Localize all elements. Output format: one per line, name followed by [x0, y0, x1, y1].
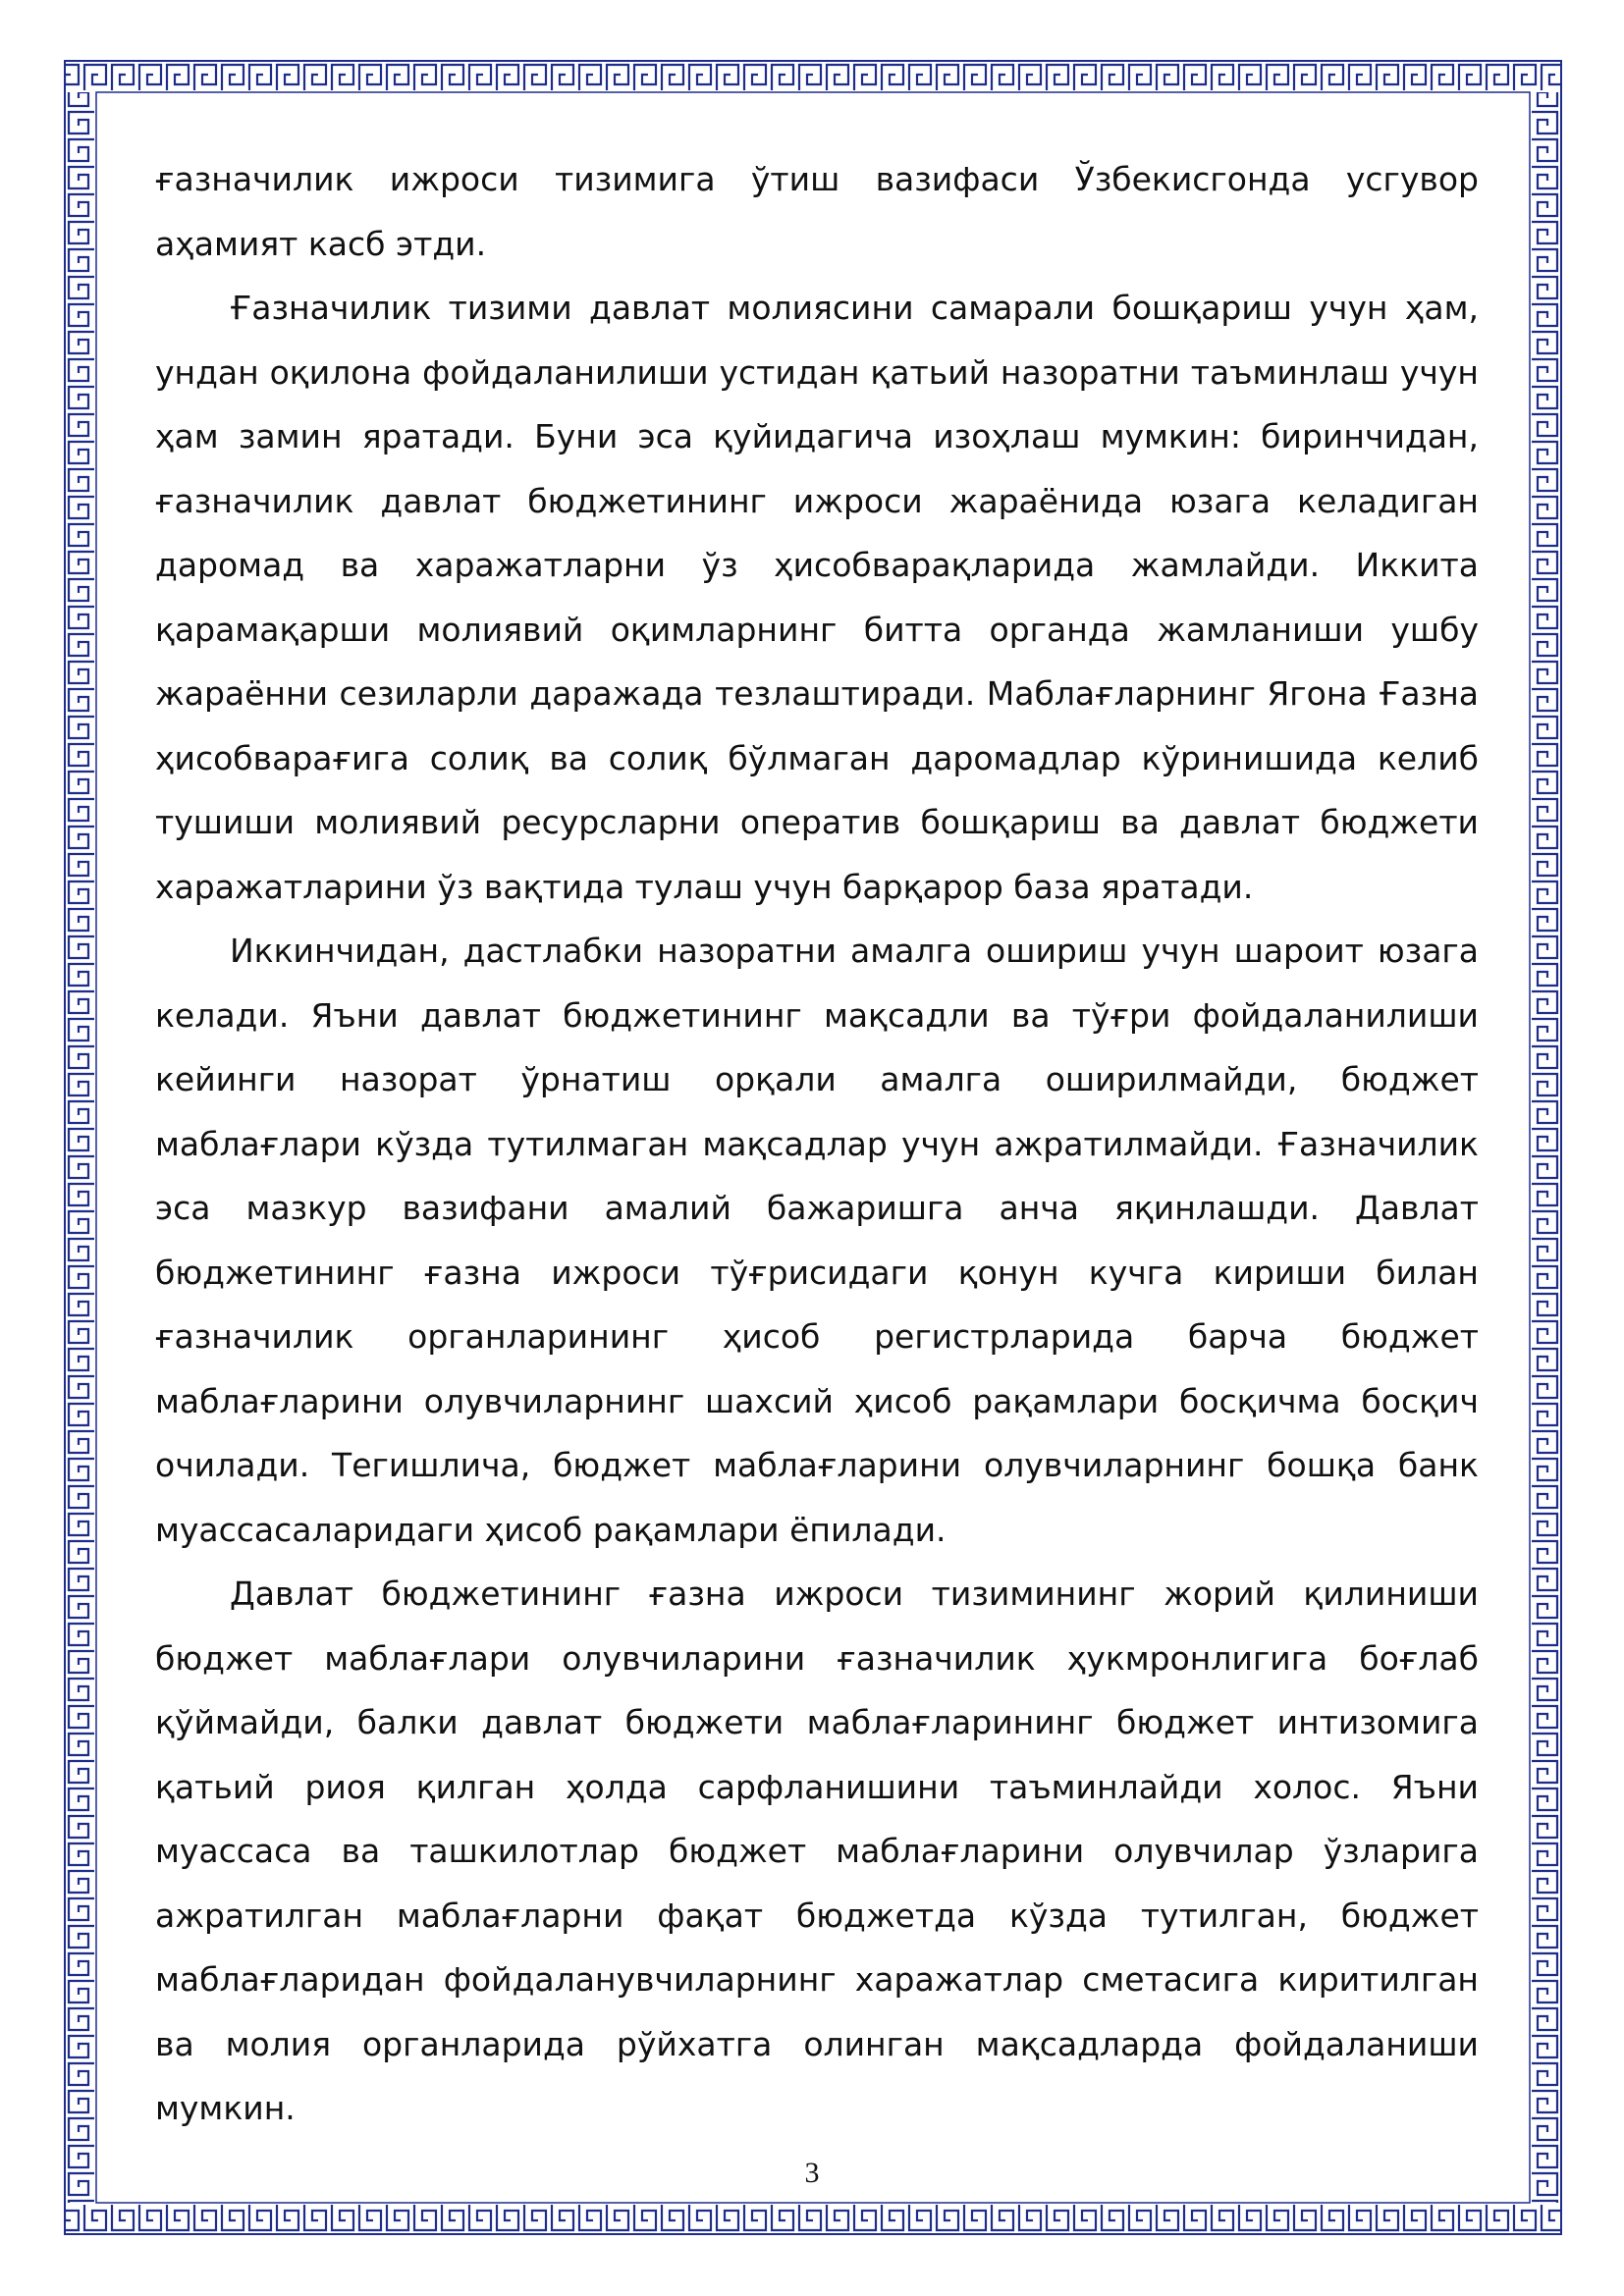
paragraph-3: Иккинчидан, дастлабки назоратни амалга ошириш учун шароит юзага келади. Яъни давлат бюджетининг мақсадли ва тўғри фойдаланилиши кейинги назорат ўрнатиш орқали амалга оширилмайди, бюджет маблағлари кўзда тутилмаган мақсадлар учун ажратилмайди. Ғазначилик эса мазкур вазифани амалий бажаришга анча яқинлашди. Давлат бюджетининг ғазна ижроси тўғрисидаги қонун кучга кириши билан ғазначилик органларининг ҳисоб регистрларида барча бюджет маблағларини олувчиларнинг шахсий ҳисоб рақамлари босқичма босқич очилади. Тегишлича, бюджет маблағларини олувчиларнинг бошқа банк муассасаларидаги ҳисоб рақамлари ёпилади.	[155, 932, 1479, 1549]
paragraph-4: Давлат бюджетининг ғазна ижроси тизимининг жорий қилиниши бюджет маблағлари олувчиларини ғазначилик ҳукмронлигига боғлаб қўймайди, балки давлат бюджети маблағларининг бюджет интизомига қатьий риоя қилган ҳолда сарфланишини таъминлайди холос. Яъни муассаса ва ташкилотлар бюджет маблағларини олувчилар ўзларига ажратилган маблағларни фақат бюджетда кўзда тутилган, бюджет маблағларидан фойдаланувчиларнинг харажатлар сметасига киритилган ва молия органларида рўйхатга олинган мақсадларда фойдаланиши мумкин.	[155, 1575, 1479, 2127]
paragraph-1: ғазначилик ижроси тизимига ўтиш вазифаси Ўзбекисгонда усгувор аҳамият касб этди.	[155, 160, 1479, 263]
page-number: 3	[804, 2157, 820, 2189]
paragraph-2: Ғазначилик тизими давлат молиясини самарали бошқариш учун ҳам, ундан оқилона фойдаланилиши устидан қатьий назоратни таъминлаш учун ҳам замин яратади. Буни эса қуйидагича изоҳлаш мумкин: биринчидан, ғазначилик давлат бюджетининг ижроси жараёнида юзага келадиган даромад ва харажатларни ўз ҳисобварақларида жамлайди. Иккита қарамақарши молиявий оқимларнинг битта органда жамланиши ушбу жараённи сезиларли даражада тезлаштиради. Маблағларнинг Ягона Ғазна ҳисобварағига солиқ ва солиқ бўлмаган даромадлар кўринишида келиб тушиши молиявий ресурсларни оператив бошқариш ва давлат бюджети харажатларини ўз вақтида тулаш учун барқарор база яратади.	[155, 289, 1479, 906]
document-body	[155, 147, 1479, 2141]
